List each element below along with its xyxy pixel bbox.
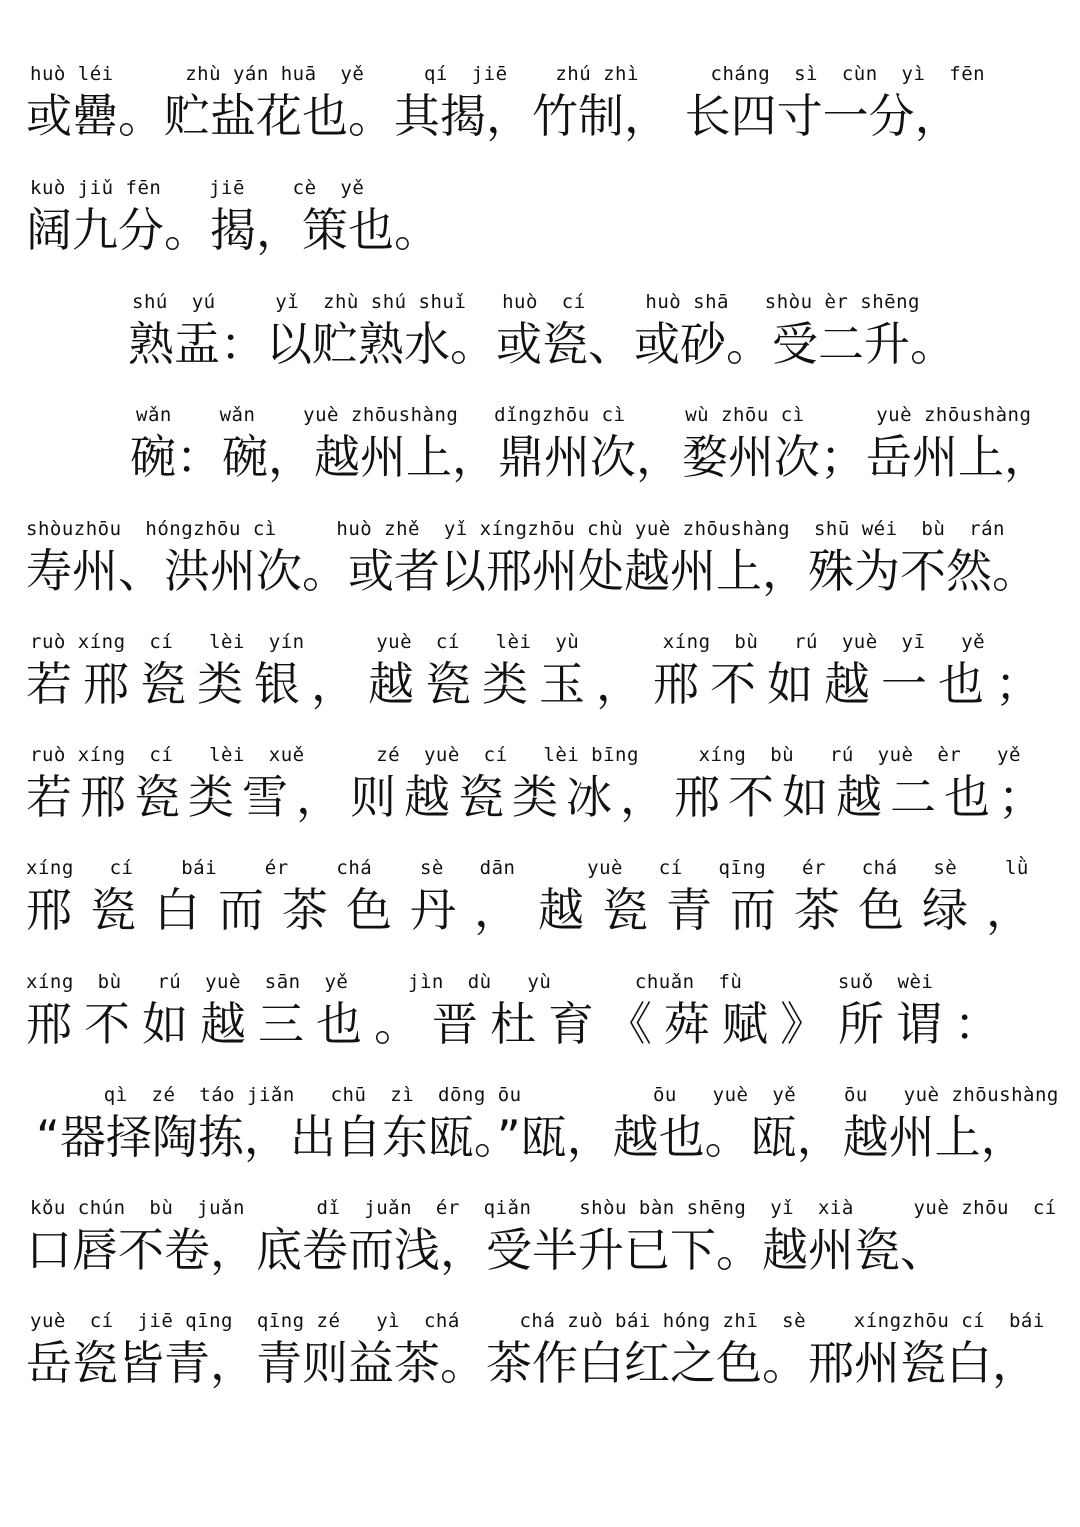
hanzi-row: 若邢瓷类雪，则越瓷类冰，邢不如越二也； — [26, 770, 1052, 824]
pinyin-row: yuè cí jiē qīng qīng zé yì chá chá zuò bái hóng zhī sè xíngzhōu cí bái — [30, 1310, 1045, 1332]
pinyin-row: huò léi zhù yán huā yě qí jiē zhú zhì cháng sì cùn yì fēn — [30, 63, 986, 85]
hanzi-row: “器择陶拣，出自东瓯。”瓯，越也。瓯，越州上， — [36, 1110, 1027, 1164]
pinyin-row: xíng bù rú yuè sān yě jìn dù yù chuǎn fù suǒ wèi — [26, 971, 934, 993]
text-line-10 — [0, 1083, 1080, 1183]
pinyin-row: shú yú yǐ zhù shú shuǐ huò cí huò shā shòu èr shēng — [132, 291, 920, 313]
pinyin-row: ruò xíng cí lèi xuě zé yuè cí lèi bīng xíng bù rú yuè èr yě — [30, 744, 1021, 766]
hanzi-row: 碗：碗，越州上，鼎州次，婺州次；岳州上， — [130, 430, 1050, 484]
pinyin-row: kǒu chún bù juǎn dǐ juǎn ér qiǎn shòu bàn shēng yǐ xià yuè zhōu cí — [30, 1197, 1057, 1219]
text-line-6 — [0, 630, 1080, 730]
text-line-11 — [0, 1196, 1080, 1296]
hanzi-row: 邢不如越三也。晋杜育《荈赋》所谓： — [26, 997, 1012, 1051]
hanzi-row: 阔九分。揭，策也。 — [26, 203, 440, 257]
hanzi-row: 熟盂：以贮熟水。或瓷、或砂。受二升。 — [128, 317, 956, 371]
hanzi-row: 邢瓷白而茶色丹，越瓷青而茶色绿， — [26, 883, 1050, 937]
text-line-4 — [0, 403, 1080, 503]
hanzi-row: 或罍。贮盐花也。其揭，竹制， 长四寸一分， — [26, 89, 961, 143]
text-line-3 — [0, 290, 1080, 390]
hanzi-row: 若邢瓷类银，越瓷类玉，邢不如越一也； — [26, 657, 1052, 711]
text-line-1 — [0, 62, 1080, 162]
pinyin-row: xíng cí bái ér chá sè dān yuè cí qīng ér chá sè lǜ — [26, 857, 1029, 879]
text-line-9 — [0, 970, 1080, 1070]
text-line-7 — [0, 743, 1080, 843]
text-line-8 — [0, 856, 1080, 956]
pinyin-row: wǎn wǎn yuè zhōushàng dǐngzhōu cì wù zhōu cì yuè zhōushàng — [136, 404, 1032, 426]
pinyin-row: qì zé táo jiǎn chū zì dōng ōu ōu yuè yě ōu yuè zhōushàng — [56, 1084, 1059, 1106]
text-line-5 — [0, 517, 1080, 617]
hanzi-row: 口唇不卷，底卷而浅，受半升已下。越州瓷、 — [26, 1223, 946, 1277]
pinyin-row: shòuzhōu hóngzhōu cì huò zhě yǐ xíngzhōu chù yuè zhōushàng shū wéi bù rán — [26, 518, 1005, 540]
text-line-2 — [0, 176, 1080, 276]
hanzi-row: 寿州、洪州次。或者以邢州处越州上，殊为不然。 — [26, 544, 1038, 598]
text-line-12 — [0, 1309, 1080, 1409]
hanzi-row: 岳瓷皆青，青则益茶。茶作白红之色。邢州瓷白， — [26, 1336, 1038, 1390]
pinyin-row: ruò xíng cí lèi yín yuè cí lèi yù xíng bù rú yuè yī yě — [30, 631, 986, 653]
pinyin-row: kuò jiǔ fēn jiē cè yě — [30, 177, 365, 199]
